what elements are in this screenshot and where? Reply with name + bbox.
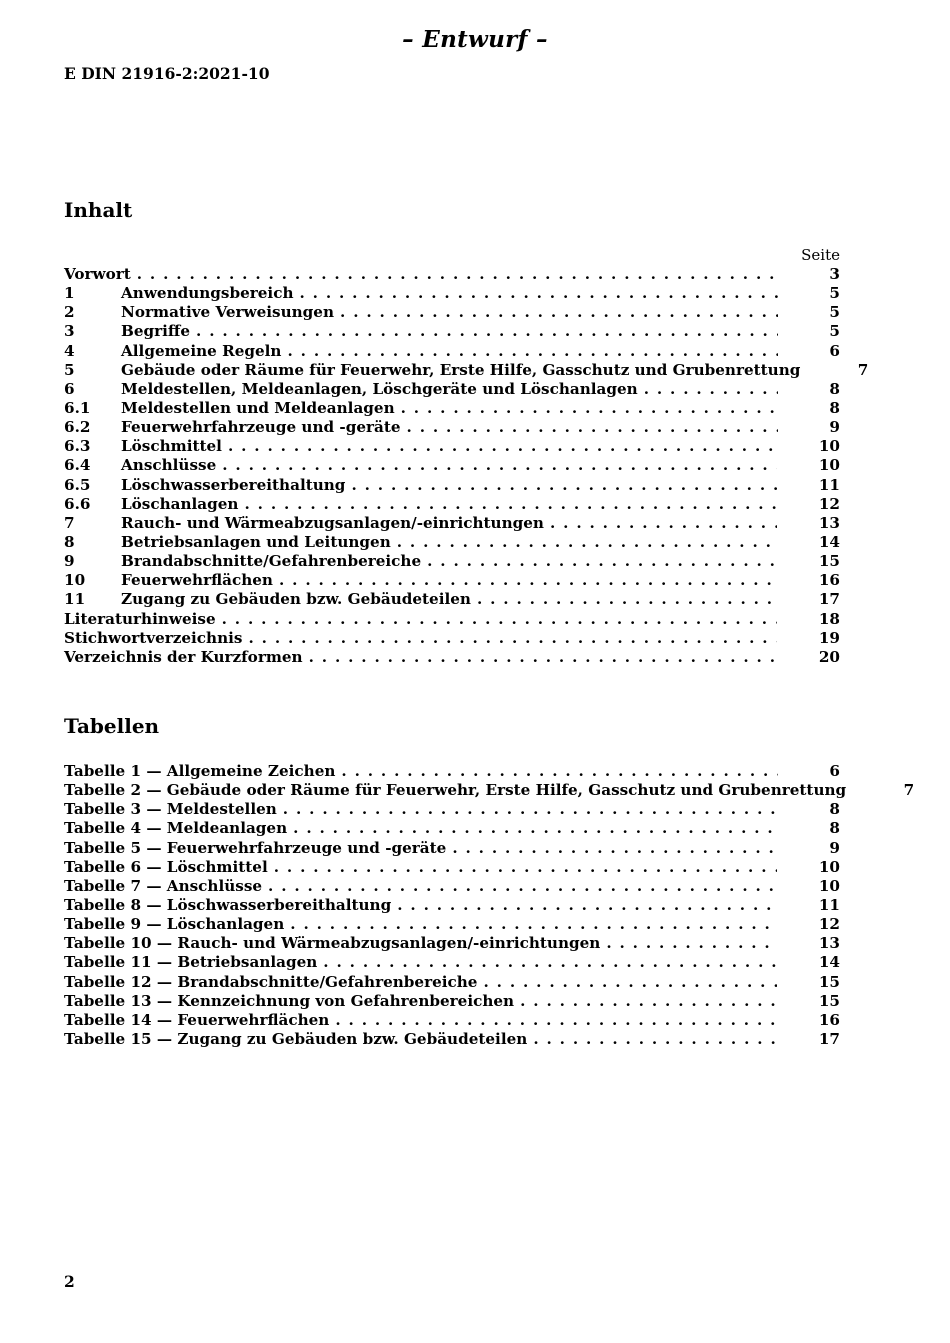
dot-leader [427,552,777,571]
dot-leader [279,571,777,590]
toc-entry-page: 17 [818,590,840,609]
toc-entry-page: 9 [829,418,840,437]
toc-entry-page: 5 [829,322,840,341]
table-list-title: Tabelle 8 — Löschwasserbereithaltung [64,895,392,914]
toc-entry-page: 3 [829,265,840,283]
table-list-title: Tabelle 5 — Feuerwehrfahrzeuge und -geräte [64,838,447,857]
dot-leader [137,265,778,284]
dot-leader [290,915,777,934]
dot-leader [452,839,778,858]
dot-leader [228,437,777,456]
table-list-page: 12 [818,915,840,934]
table-list-page: 9 [829,838,840,857]
dot-leader [283,800,778,819]
dot-leader [407,418,778,437]
table-list-title: Tabelle 9 — Löschanlagen [64,915,285,934]
dot-leader [196,322,778,341]
toc-entry-page: 11 [818,475,840,494]
toc-entry-number: 6 [64,379,75,398]
dot-leader [340,303,778,322]
table-list-entry[interactable] [64,1011,840,1030]
toc-entry[interactable] [64,552,840,571]
dot-leader [341,762,778,781]
document-number: E DIN 21916-2:2021-10 [64,64,270,83]
tables-heading: Tabellen [64,714,160,738]
dot-leader [520,992,777,1011]
table-list-title: Tabelle 2 — Gebäude oder Räume für Feuerwehr, Erste Hilfe, Gasschutz und Grubenrettung [64,781,847,800]
toc-entry[interactable] [64,533,840,552]
toc-entry-number: 3 [64,322,75,341]
dot-leader [268,877,777,896]
toc-entry-title: Meldestellen und Meldeanlagen [121,398,395,417]
toc-entry[interactable] [64,476,840,495]
table-list-entry[interactable] [64,762,840,781]
toc-entry-page: 10 [818,437,840,456]
toc-heading: Inhalt [64,198,133,222]
toc-entry-page: 8 [829,398,840,417]
toc-entry[interactable] [64,342,840,361]
table-list-page: 17 [818,1029,840,1048]
list-of-tables [64,762,915,1049]
table-list-title: Tabelle 12 — Brandabschnitte/Gefahrenbereiche [64,972,478,991]
table-list-page: 15 [818,972,840,991]
dot-leader [550,514,777,533]
toc-entry[interactable] [64,418,840,437]
table-list-entry[interactable] [64,973,840,992]
toc-entry[interactable] [64,495,840,514]
toc-entry-title: Allgemeine Regeln [121,341,282,360]
toc-entry-number: 6.2 [64,418,91,437]
toc-entry[interactable] [64,322,840,341]
toc-entry-title: Normative Verweisungen [121,303,335,322]
table-list-page: 14 [818,953,840,972]
toc-entry-title: Gebäude oder Räume für Feuerwehr, Erste Hilfe, Gasschutz und Grubenrettung [121,360,801,379]
table-list-title: Tabelle 13 — Kennzeichnung von Gefahrenbereichen [64,991,515,1010]
table-list-title: Tabelle 10 — Rauch- und Wärmeabzugsanlagen/-einrichtungen [64,934,601,953]
table-list-page: 7 [903,781,915,800]
toc-entry-page: 14 [818,532,840,551]
toc-entry-number: 5 [64,360,75,379]
table-list-page: 15 [818,991,840,1010]
toc-entry-title: Begriffe [121,322,191,341]
toc-entry-title: Stichwortverzeichnis [64,628,243,647]
table-list-page: 10 [818,876,840,895]
toc-entry-number: 6.6 [64,494,91,513]
toc-entry[interactable] [64,610,840,629]
toc-entry[interactable] [64,648,840,667]
toc-entry-title: Brandabschnitte/Gefahrenbereiche [121,552,422,571]
toc-entry-number: 6.3 [64,437,91,456]
dot-leader [287,342,778,361]
toc-entry-title: Feuerwehrfahrzeuge und -geräte [121,418,401,437]
dot-leader [335,1011,777,1030]
toc-entry-title: Feuerwehrflächen [121,571,273,590]
toc-entry-page: 19 [818,628,840,647]
toc-entry-number: 6.4 [64,456,91,475]
toc-entry-page: 16 [818,571,840,590]
page-number: 2 [64,1272,75,1291]
toc-entry-title: Vorwort [64,265,131,283]
dot-leader [401,399,778,418]
dot-leader [644,380,778,399]
toc-entry-number: 7 [64,513,75,532]
toc-entry-number: 10 [64,571,86,590]
table-list-title: Tabelle 6 — Löschmittel [64,857,268,876]
toc-entry-title: Löschwasserbereithaltung [121,475,346,494]
toc-entry[interactable] [64,284,840,303]
table-list-page: 6 [829,762,840,780]
toc-entry-number: 8 [64,532,75,551]
dot-leader [477,590,777,609]
toc-entry[interactable] [64,399,840,418]
dot-leader [309,648,777,667]
toc-entry[interactable] [64,303,840,322]
dot-leader [483,973,776,992]
toc-entry[interactable] [64,590,840,609]
dot-leader [323,953,777,972]
table-list-page: 8 [829,819,840,838]
draft-watermark: – Entwurf – [402,26,548,53]
dot-leader [222,456,777,475]
table-list-entry[interactable] [64,915,840,934]
table-list-page: 11 [818,895,840,914]
toc-entry[interactable] [64,437,840,456]
table-list-entry[interactable] [64,858,840,877]
table-list-entry[interactable] [64,1030,840,1049]
table-of-contents [64,265,869,667]
toc-entry-page: 18 [818,609,840,628]
toc-entry-page: 6 [829,341,840,360]
dot-leader [222,610,777,629]
toc-entry[interactable] [64,514,840,533]
toc-entry-number: 11 [64,590,86,609]
toc-entry-title: Meldestellen, Meldeanlagen, Löschgeräte und Löschanlagen [121,379,638,398]
toc-entry-number: 1 [64,284,75,303]
table-list-title: Tabelle 4 — Meldeanlagen [64,819,288,838]
dot-leader [533,1030,777,1049]
toc-entry-title: Verzeichnis der Kurzformen [64,647,303,666]
toc-entry-page: 8 [829,379,840,398]
toc-entry-number: 6.5 [64,475,91,494]
toc-entry-title: Anschlüsse [121,456,217,475]
table-list-entry[interactable] [64,896,840,915]
toc-entry-title: Löschanlagen [121,494,239,513]
toc-entry-title: Anwendungsbereich [121,284,294,303]
table-list-title: Tabelle 11 — Betriebsanlagen [64,953,318,972]
table-list-entry[interactable] [64,819,840,838]
toc-entry[interactable] [64,571,840,590]
toc-entry[interactable] [64,380,840,399]
toc-entry-page: 12 [818,494,840,513]
toc-entry[interactable] [64,629,840,648]
toc-entry-title: Zugang zu Gebäuden bzw. Gebäudeteilen [121,590,471,609]
toc-entry[interactable] [64,265,840,284]
dot-leader [299,284,778,303]
page-column-label: Seite [801,246,840,264]
table-list-entry[interactable] [64,992,840,1011]
table-list-title: Tabelle 7 — Anschlüsse [64,876,263,895]
dot-leader [244,495,776,514]
toc-entry[interactable] [64,360,869,380]
toc-entry-title: Löschmittel [121,437,222,456]
toc-entry-number: 2 [64,303,75,322]
toc-entry-page: 5 [829,303,840,322]
table-list-entry[interactable] [64,800,840,819]
dot-leader [248,629,776,648]
table-list-title: Tabelle 14 — Feuerwehrflächen [64,1010,330,1029]
toc-entry-title: Literaturhinweise [64,609,216,628]
toc-entry-number: 4 [64,341,75,360]
dot-leader [293,819,778,838]
table-list-title: Tabelle 3 — Meldestellen [64,800,277,819]
toc-entry-page: 13 [818,513,840,532]
dot-leader [606,934,777,953]
toc-entry-number: 6.1 [64,398,91,417]
toc-entry-number: 9 [64,552,75,571]
table-list-entry[interactable] [64,839,840,858]
toc-entry-page: 20 [818,647,840,666]
toc-entry-title: Betriebsanlagen und Leitungen [121,532,391,551]
toc-entry-page: 7 [857,360,869,379]
toc-entry[interactable] [64,456,840,475]
dot-leader [351,476,776,495]
toc-entry-page: 5 [829,284,840,303]
table-list-entry[interactable] [64,934,840,953]
dot-leader [397,533,777,552]
table-list-entry[interactable] [64,781,915,800]
table-list-page: 13 [818,934,840,953]
toc-entry-page: 10 [818,456,840,475]
dot-leader [274,858,777,877]
toc-entry-page: 15 [818,552,840,571]
table-list-page: 16 [818,1010,840,1029]
table-list-page: 8 [829,800,840,819]
dot-leader [397,896,777,915]
table-list-entry[interactable] [64,953,840,972]
table-list-page: 10 [818,857,840,876]
table-list-title: Tabelle 15 — Zugang zu Gebäuden bzw. Gebäudeteilen [64,1029,528,1048]
table-list-title: Tabelle 1 — Allgemeine Zeichen [64,762,336,780]
table-list-entry[interactable] [64,877,840,896]
toc-entry-title: Rauch- und Wärmeabzugsanlagen/-einrichtungen [121,513,544,532]
